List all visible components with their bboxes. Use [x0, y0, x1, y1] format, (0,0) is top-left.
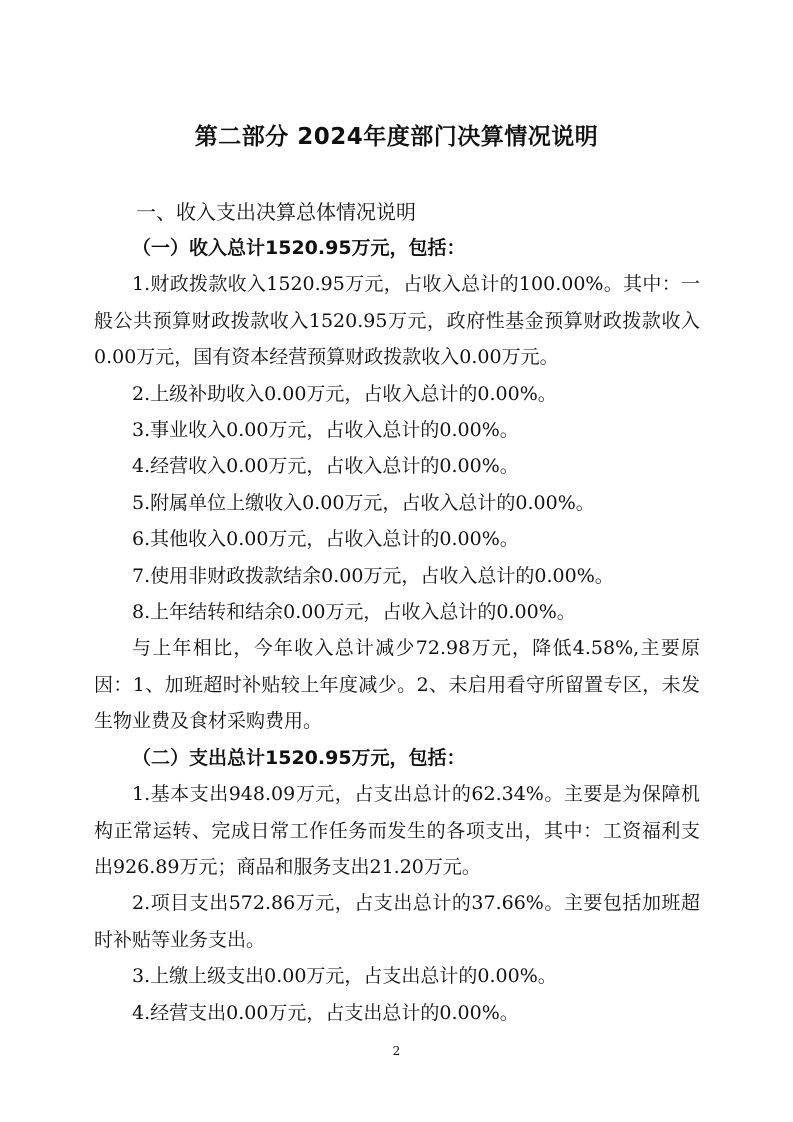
- income-item-2: 2.上级补助收入0.00万元，占收入总计的0.00%。: [132, 382, 557, 405]
- body-text: [94, 230, 700, 1031]
- page-number: 2: [392, 1044, 401, 1058]
- expense-item-1: 1.基本支出948.09万元，占支出总计的62.34%。主要是为保障机构正常运转、完成日常工作任务而发生的各项支出，其中：工资福利支出926.89万元；商品和服务支出21.20万元。: [94, 783, 700, 878]
- expense-heading: （二）支出总计1520.95万元，包括：: [132, 746, 466, 769]
- income-item-1: 1.财政拨款收入1520.95万元，占收入总计的100.00%。其中：一般公共预算财政拨款收入1520.95万元，政府性基金预算财政拨款收入0.00万元，国有资本经营预算财政拨款收入0.00万元。: [94, 273, 700, 369]
- section-heading: 一、收入支出决算总体情况说明: [136, 200, 416, 224]
- expense-item-2: 2.项目支出572.86万元，占支出总计的37.66%。主要包括加班超时补贴等业务支出。: [94, 892, 700, 951]
- income-item-8: 8.上年结转和结余0.00万元，占收入总计的0.00%。: [132, 601, 576, 624]
- expense-item-3: 3.上缴上级支出0.00万元，占支出总计的0.00%。: [132, 965, 557, 988]
- income-item-3: 3.事业收入0.00万元，占收入总计的0.00%。: [132, 419, 519, 442]
- income-comparison: 与上年相比，今年收入总计减少72.98万元，降低4.58%,主要原因：1、加班超时补贴较上年度减少。2、未启用看守所留置专区，未发生物业费及食材采购费用。: [94, 637, 700, 733]
- page-title: 第二部分 2024年度部门决算情况说明: [194, 124, 599, 150]
- income-item-6: 6.其他收入0.00万元，占收入总计的0.00%。: [132, 528, 519, 551]
- income-item-5: 5.附属单位上缴收入0.00万元，占收入总计的0.00%。: [132, 491, 595, 514]
- expense-item-4: 4.经营支出0.00万元，占支出总计的0.00%。: [132, 1001, 519, 1024]
- income-heading: （一）收入总计1520.95万元，包括：: [132, 237, 466, 259]
- income-item-7: 7.使用非财政拨款结余0.00万元，占收入总计的0.00%。: [132, 564, 614, 587]
- income-item-4: 4.经营收入0.00万元，占收入总计的0.00%。: [132, 455, 519, 478]
